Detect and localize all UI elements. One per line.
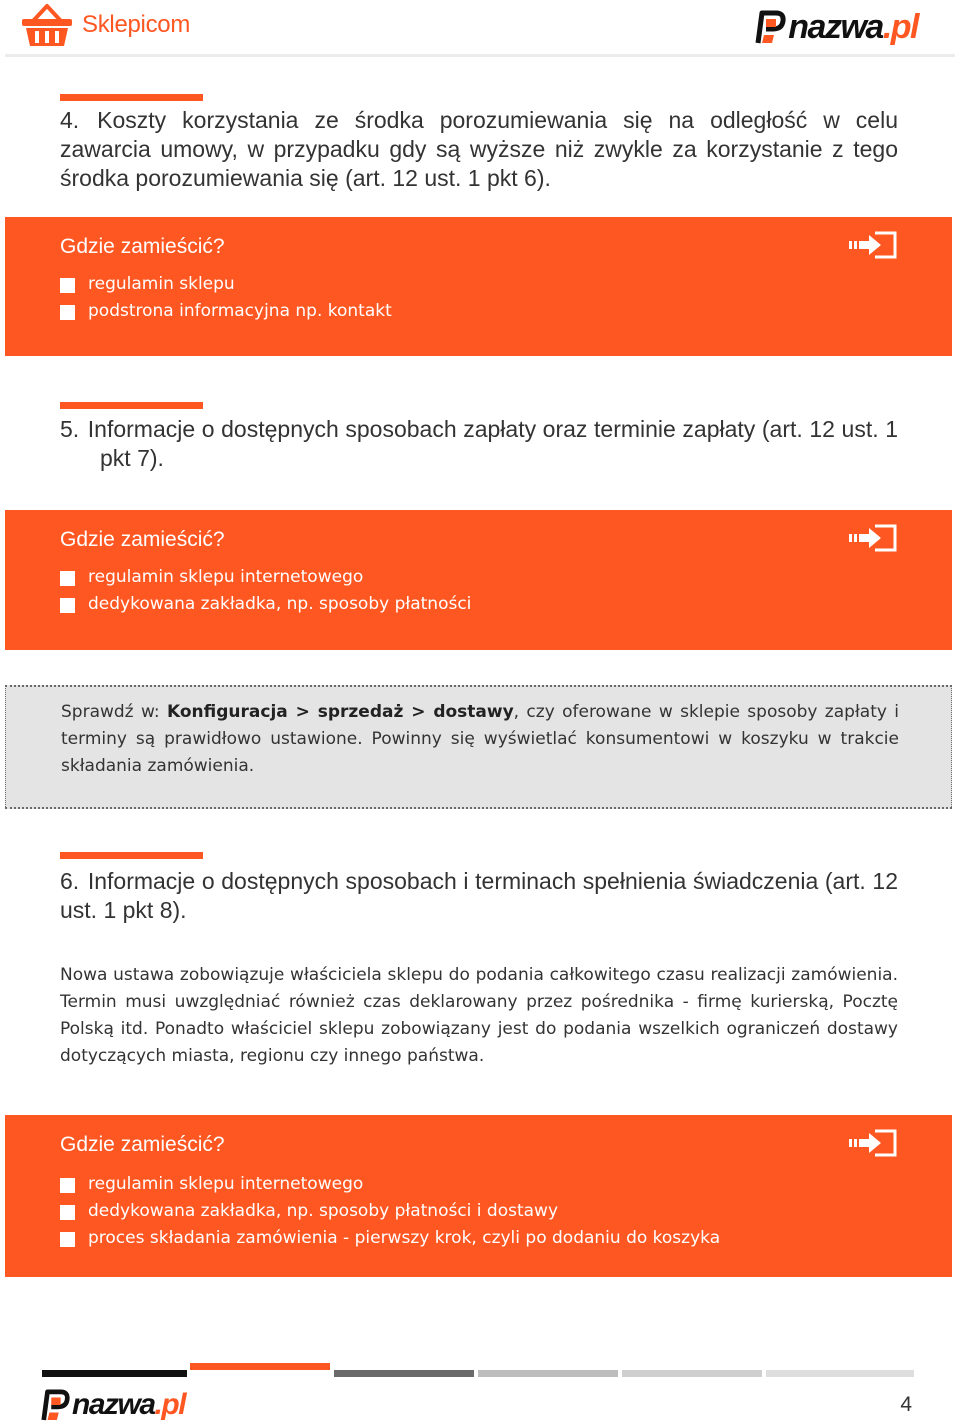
section-4-heading: 4. Koszty korzystania ze środka porozumiewania się na odległość w celu zawarcia umowy, w przypadku gdy są wyższe niż zwykle za korzystanie z tego środka porozumiewania się (art. 12 ust. 1 pkt 6). — [60, 107, 898, 191]
section-4-where-box — [5, 217, 952, 356]
section-4-accent — [60, 94, 203, 101]
brand-nazwa: nazwa.pl — [788, 7, 918, 46]
square-bullet-icon — [60, 278, 75, 293]
brand-sklepicom: Sklepicom — [82, 11, 191, 38]
body-paragraph: Nowa ustawa zobowiązuje właściciela sklepu do podania całkowitego czasu realizacji zamówienia. Termin musi uwzględniać również czas deklarowany przez pośrednika - firmę kurierską, Pocztę Polską itd. Ponadto właściciel sklepu zobowiązany jest do podania wszelkich ograniczeń dostawy dotyczących miasta, regionu czy innego państwa. — [60, 965, 898, 1066]
square-bullet-icon — [60, 1178, 75, 1193]
section-6-where-box — [5, 1115, 952, 1277]
list-item: proces składania zamówienia - pierwszy krok, czyli po dodaniu do koszyka — [60, 1225, 720, 1252]
where-title: Gdzie zamieścić? — [60, 528, 225, 551]
section-5-heading: 5. Informacje o dostępnych sposobach zapłaty oraz terminie zapłaty (art. 12 ust. 1 pkt 7). — [60, 416, 898, 471]
section-5-where-box — [5, 510, 952, 650]
arrow-into-box-icon — [849, 231, 897, 259]
where-list — [60, 1171, 720, 1252]
square-bullet-icon — [60, 1205, 75, 1220]
footer-bar-orange — [190, 1363, 330, 1370]
footer-brand-nazwa: nazwa.pl — [72, 1388, 186, 1421]
square-bullet-icon — [60, 1232, 75, 1247]
section-5-accent — [60, 402, 203, 409]
square-bullet-icon — [60, 571, 75, 586]
footer-bar-lightgrey-1 — [478, 1370, 618, 1377]
square-bullet-icon — [60, 598, 75, 613]
list-item: regulamin sklepu internetowego — [60, 1171, 720, 1198]
nazwa-mark-icon — [40, 1388, 70, 1422]
tip-box — [5, 685, 952, 809]
where-list — [60, 564, 471, 618]
header-divider — [5, 54, 955, 57]
section-6-accent — [60, 852, 203, 859]
settings-path: Konfiguracja > sprzedaż > dostawy — [167, 702, 514, 722]
footer-bar-grey — [334, 1370, 474, 1377]
list-item: podstrona informacyjna np. kontakt — [60, 298, 392, 325]
section-6-heading: 6. Informacje o dostępnych sposobach i terminach spełnienia świadczenia (art. 12 ust. 1 pkt 8). — [60, 868, 899, 923]
nazwa-logo — [754, 4, 918, 50]
arrow-into-box-icon — [849, 1129, 897, 1157]
nazwa-mark-icon — [754, 9, 786, 45]
footer-bar-lightgrey-3 — [766, 1370, 914, 1377]
where-title: Gdzie zamieścić? — [60, 235, 225, 258]
where-title: Gdzie zamieścić? — [60, 1133, 225, 1156]
footer-nazwa-logo — [40, 1385, 185, 1425]
footer-bar-lightgrey-2 — [622, 1370, 762, 1377]
page-header — [0, 0, 960, 60]
where-list — [60, 271, 392, 325]
tip-text: Sprawdź w: Konfiguracja > sprzedaż > dostawy, czy oferowane w sklepie sposoby zapłaty i terminy są prawidłowo ustawione. Powinny się wyświetlać konsumentowi w koszyku w trakcie składania zamówienia. — [61, 702, 899, 776]
sklepicom-logo — [20, 0, 190, 50]
page-number: 4 — [900, 1393, 912, 1416]
list-item: regulamin sklepu internetowego — [60, 564, 471, 591]
list-item: dedykowana zakładka, np. sposoby płatności — [60, 591, 471, 618]
square-bullet-icon — [60, 305, 75, 320]
arrow-into-box-icon — [849, 524, 897, 552]
footer-bar-black — [42, 1370, 187, 1377]
list-item: dedykowana zakładka, np. sposoby płatności i dostawy — [60, 1198, 720, 1225]
basket-icon — [20, 2, 74, 48]
list-item: regulamin sklepu — [60, 271, 392, 298]
